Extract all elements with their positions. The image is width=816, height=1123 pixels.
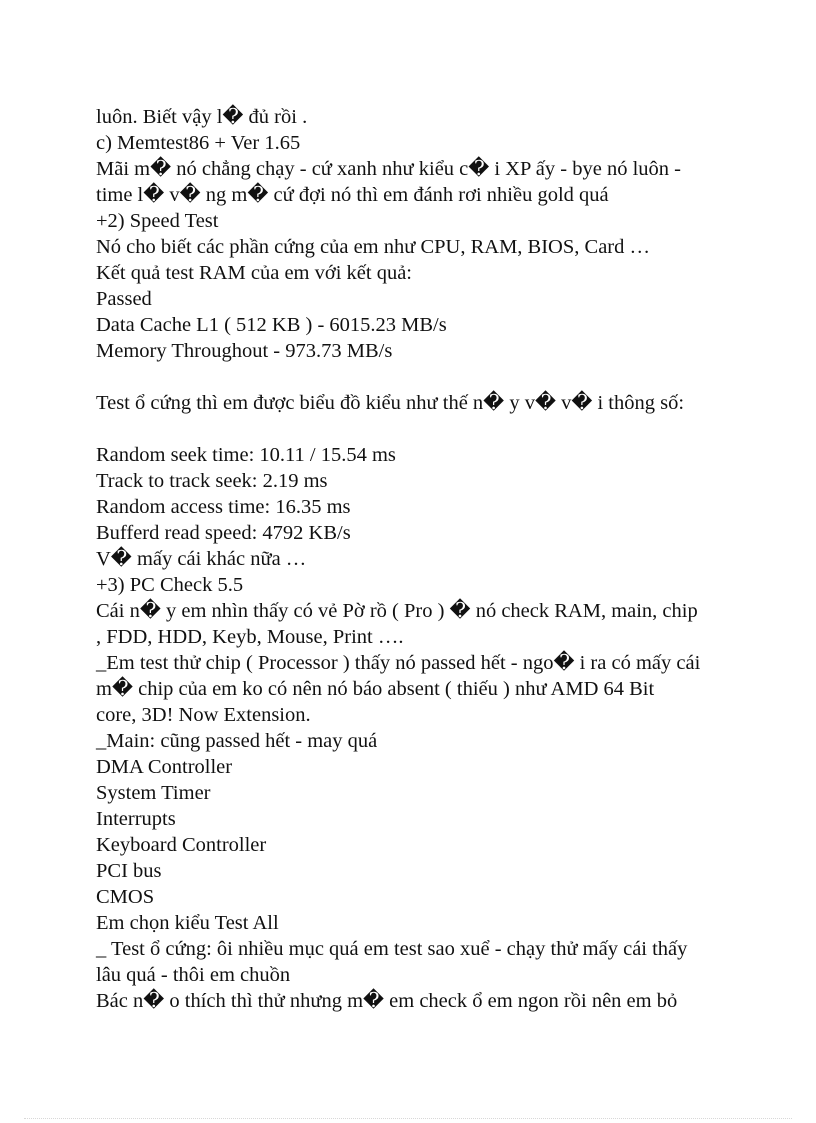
text-line: _Em test thử chip ( Processor ) thấy nó passed hết - ngo� i ra có mấy cái [96, 652, 701, 674]
text-line: Bufferd read speed: 4792 KB/s [96, 522, 351, 544]
text-line: luôn. Biết vậy l� đủ rồi . [96, 106, 308, 128]
text-line: Bác n� o thích thì thử nhưng m� em check ổ em ngon rồi nên em bỏ [96, 990, 678, 1012]
text-line: Passed [96, 288, 152, 310]
text-line: Mãi m� nó chẳng chạy - cứ xanh như kiểu c� i XP ấy - bye nó luôn - [96, 158, 681, 180]
text-line: Random seek time: 10.11 / 15.54 ms [96, 444, 396, 466]
text-line: Em chọn kiểu Test All [96, 912, 279, 934]
text-line: Kết quả test RAM của em với kết quả: [96, 262, 412, 284]
text-line: core, 3D! Now Extension. [96, 704, 311, 726]
text-line: Random access time: 16.35 ms [96, 496, 351, 518]
document-body [96, 104, 736, 1014]
text-line: PCI bus [96, 860, 162, 882]
text-line: System Timer [96, 782, 211, 804]
text-line: CMOS [96, 886, 155, 908]
text-line: Track to track seek: 2.19 ms [96, 470, 328, 492]
text-line: Nó cho biết các phần cứng của em như CPU, RAM, BIOS, Card … [96, 236, 650, 258]
text-line: time l� v� ng m� cứ đợi nó thì em đánh rơi nhiều gold quá [96, 184, 609, 206]
text-line: lâu quá - thôi em chuồn [96, 964, 291, 986]
text-line: Keyboard Controller [96, 834, 267, 856]
text-line: _ Test ổ cứng: ôi nhiều mục quá em test sao xuể - chạy thử mấy cái thấy [96, 938, 688, 960]
text-line: Memory Throughout - 973.73 MB/s [96, 340, 393, 362]
blank-line [96, 364, 736, 390]
text-line: m� chip của em ko có nên nó báo absent ( thiếu ) như AMD 64 Bit [96, 678, 655, 700]
text-line: Data Cache L1 ( 512 KB ) - 6015.23 MB/s [96, 314, 447, 336]
blank-line [96, 416, 736, 442]
text-line: +2) Speed Test [96, 210, 219, 232]
text-line: +3) PC Check 5.5 [96, 574, 244, 596]
text-line: DMA Controller [96, 756, 233, 778]
text-line: c) Memtest86 + Ver 1.65 [96, 132, 301, 154]
text-line: Cái n� y em nhìn thấy có vẻ Pờ rồ ( Pro ) � nó check RAM, main, chip [96, 600, 698, 622]
text-line: Test ổ cứng thì em được biểu đồ kiểu như thế n� y v� v� i thông số: [96, 392, 685, 414]
text-line: _Main: cũng passed hết - may quá [96, 730, 378, 752]
text-line: Interrupts [96, 808, 176, 830]
text-line: V� mấy cái khác nữa … [96, 548, 307, 570]
page-bottom-divider [24, 1118, 792, 1119]
text-line: , FDD, HDD, Keyb, Mouse, Print …. [96, 626, 404, 648]
